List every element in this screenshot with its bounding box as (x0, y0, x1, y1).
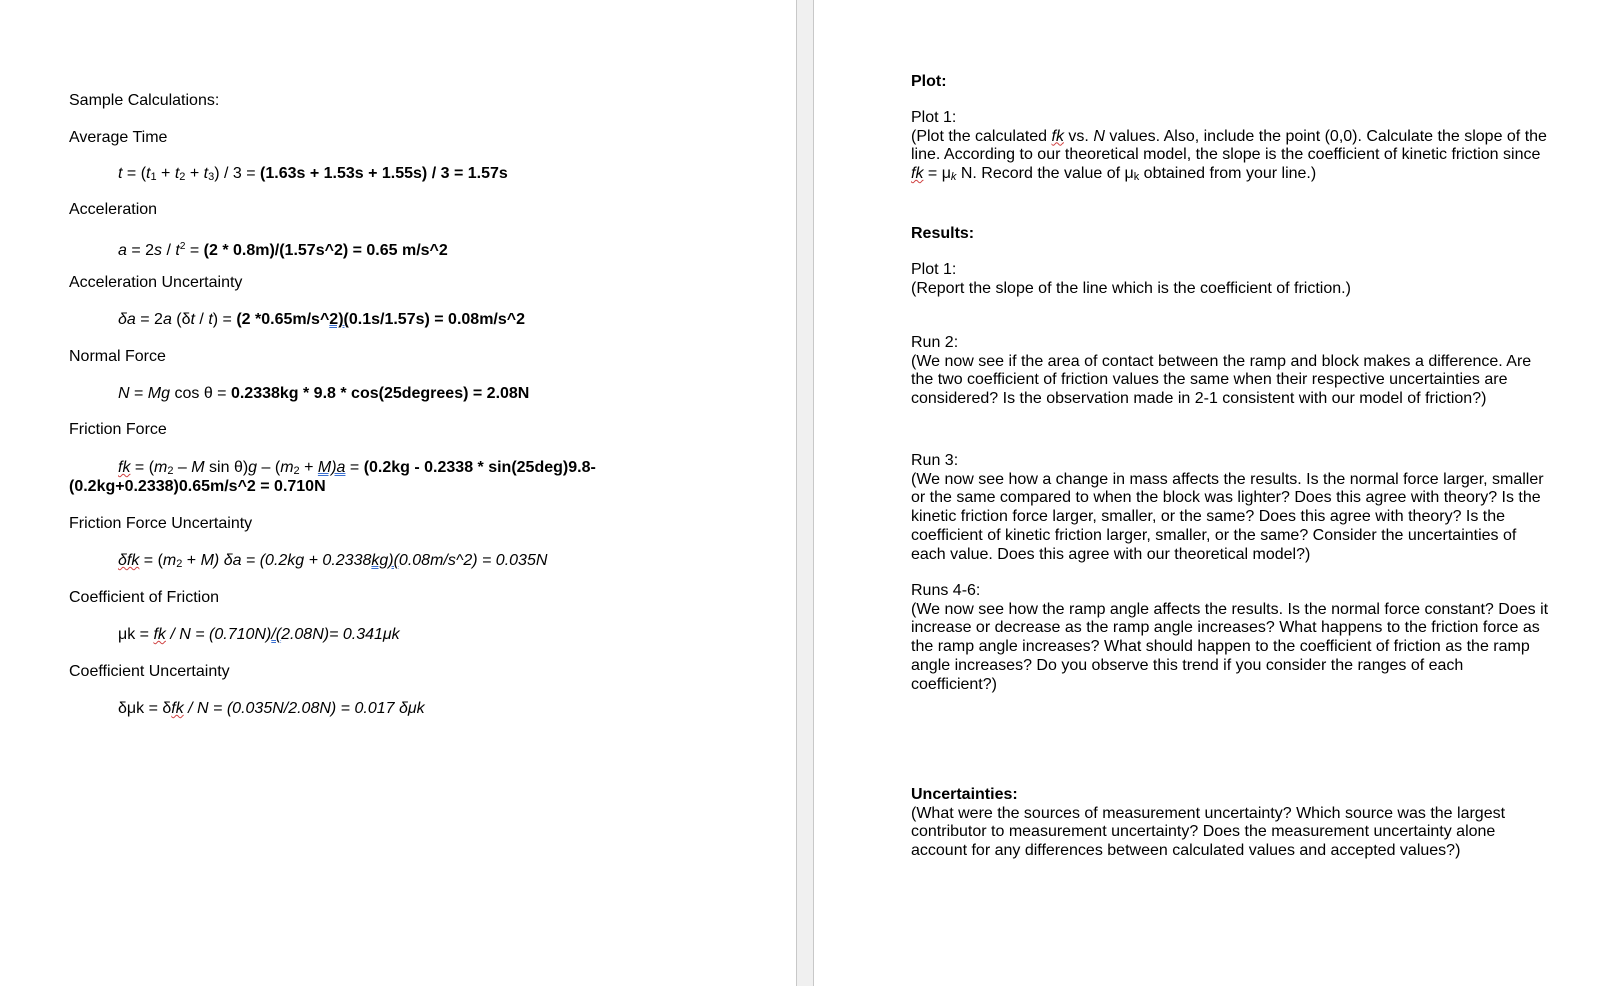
run3-text: (We now see how a change in mass affects the results. Is the normal force larger, smaller or the same compared to when the block was lighter? Does this agree with theory? Is the kinetic friction force larger, smaller, or the same? Does this agree with theory? Is the coefficient of kinetic friction larger, smaller, or the same? Consider the uncertainties of each value. Does this agree with our theoretical model?) (911, 470, 1544, 563)
plot1-text: (Plot the calculated fk vs. N values. Also, include the point (0,0). Calculate the slope of the line. According to our theoretical model, the slope is the coefficient of kinetic friction since fk = μk N. Record the value of μk obtained from your line.) (911, 127, 1547, 184)
acceleration-uncertainty-equation: δa = 2a (δt / t) = (2 *0.65m/s^2)(0.1s/1.57s) = 0.08m/s^2 (118, 311, 525, 328)
run2-section (911, 334, 1551, 409)
uncertainties-heading: Uncertainties: (911, 786, 1018, 803)
uncertainties-section (911, 786, 1551, 861)
run3-section (911, 452, 1551, 564)
friction-force-label: Friction Force (69, 421, 167, 438)
coefficient-uncertainty-label: Coefficient Uncertainty (69, 663, 230, 680)
results-plot1-section (911, 261, 1551, 298)
acceleration-label: Acceleration (69, 201, 158, 218)
run2-label: Run 2: (911, 334, 959, 351)
left-page (0, 0, 796, 986)
runs46-label: Runs 4-6: (911, 582, 981, 599)
normal-force-equation: N = Mg cos θ = 0.2338kg * 9.8 * cos(25degrees) = 2.08N (118, 385, 530, 402)
normal-force-label: Normal Force (69, 348, 166, 365)
runs46-text: (We now see how the ramp angle affects the results. Is the normal force constant? Does it increase or decrease as the ramp angle increases? What happens to the friction force as the ramp angle increases? What should happen to the coefficient of friction as the ramp angle increases? Do you observe this trend if you consider the ranges of each coefficient?) (911, 600, 1549, 693)
results-heading: Results: (911, 225, 975, 242)
runs46-section (911, 582, 1551, 694)
average-time-label: Average Time (69, 129, 168, 146)
coefficient-of-friction-equation: μk = fk / N = (0.710N)/(2.08N)= 0.341μk (118, 626, 400, 643)
results-plot1-text: (Report the slope of the line which is the coefficient of friction.) (911, 279, 1351, 297)
friction-force-uncertainty-equation: δfk = (m2 + M) δa = (0.2kg + 0.2338kg)(0.08m/s^2) = 0.035N (118, 552, 548, 570)
coefficient-of-friction-label: Coefficient of Friction (69, 589, 219, 606)
plot1-section (911, 109, 1551, 187)
friction-force-equation-line2: (0.2kg+0.2338)0.65m/s^2 = 0.710N (69, 478, 326, 495)
friction-force-equation-line1: fk = (m2 – M sin θ)g – (m2 + M)a = (0.2kg - 0.2338 * sin(25deg)9.8- (118, 459, 596, 477)
acceleration-uncertainty-label: Acceleration Uncertainty (69, 274, 243, 291)
plot-heading: Plot: (911, 73, 947, 90)
acceleration-equation: $a = 2s / t^2 = (2$ * 0.8m)/(1.57s^2) = 0.65 m/s^2 (118, 241, 448, 259)
run2-text: (We now see if the area of contact between the ramp and block makes a difference. Are the two coefficient of friction values the same when their respective uncertainties are considered? Is the observation made in 2-1 consistent with our model of friction?) (911, 352, 1532, 408)
friction-force-uncertainty-label: Friction Force Uncertainty (69, 515, 253, 532)
average-time-equation: t = (t1 + t2 + t3) / 3 = (1.63s + 1.53s + 1.55s) / 3 = 1.57s (118, 165, 508, 183)
plot1-label: Plot 1: (911, 109, 957, 126)
page-gutter (796, 0, 814, 986)
run3-label: Run 3: (911, 452, 959, 469)
uncertainties-text: (What were the sources of measurement uncertainty? Which source was the largest contributor to measurement uncertainty? Does the measurement uncertainty alone account for any differences between calculated values and accepted values?) (911, 804, 1506, 860)
results-plot1-label: Plot 1: (911, 261, 957, 278)
right-page (814, 0, 1614, 986)
coefficient-uncertainty-equation: δμk = δfk / N = (0.035N/2.08N) = 0.017 δμk (118, 700, 425, 717)
sample-calculations-heading: Sample Calculations: (69, 92, 220, 109)
